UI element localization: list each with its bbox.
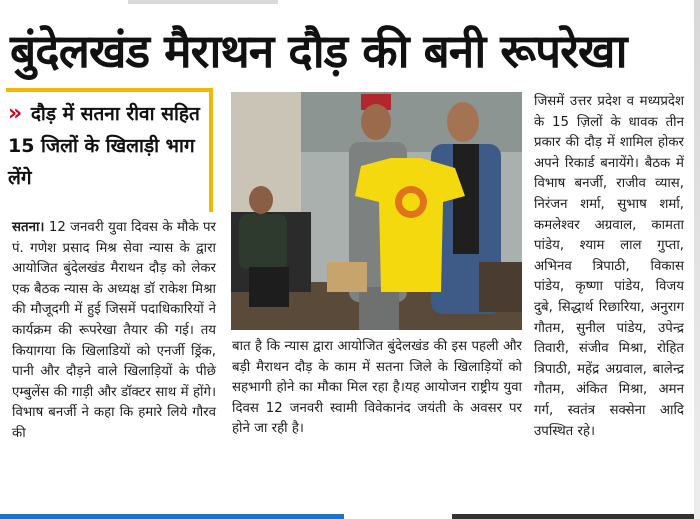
headline: बुंदेलखंड मैराथन दौड़ की बनी रूपरेखा [10, 24, 627, 78]
photo-illustration [231, 92, 522, 330]
article-column-left [12, 218, 216, 445]
subheadline-text: दौड़ में सतना रीवा सहित 15 जिलों के खिलाड़ी भाग लेंगे [8, 103, 200, 189]
subheadline [8, 98, 204, 194]
dateline: सतना। [12, 220, 45, 235]
top-strip [128, 0, 278, 4]
article-column-middle: बात है कि न्यास द्वारा आयोजित बुंदेलखंड की इस पहली और बड़ी मैराथन दौड़ के काम में सतना जिले के खिलाड़ियों को सहभागी होने का मौका मिल रहा है।यह आयोजन राष्ट्रीय युवा दिवस 12 जनवरी स्वामी विवेकानंद जयंती के अवसर पर होने जा रही है। [232, 339, 522, 437]
bottom-rule-dark [452, 514, 700, 519]
bottom-rule-blue [0, 514, 344, 519]
subheadline-marker: » [8, 101, 23, 126]
news-photo [231, 92, 522, 330]
article-text-left: 12 जनवरी युवा दिवस के मौके पर पं. गणेश प्रसाद मिश्र सेवा न्यास के द्वारा आयोजित बुंदेलखंड मैराथन दौड़ को लेकर एक बैठक न्यास के अध्यक्ष डॉ राकेश मिश्रा की मौजूदगी में हुई जिसमें पदाधिकारियों ने कार्यक्रम की रूपरेखा तैयार की गई। तय कियागया कि खिलाडियों को एनर्जी ड्रिंक, पानी और दौड़ने वाले खिलाड़ियों के पीछे एम्बुलेंस की गाड़ी और डॉक्टर साथ में होंगे। विभाष बनर्जी ने कहा कि हमारे लिये गौरव की [12, 220, 216, 441]
article-column-right: जिसमें उत्तर प्रदेश व मध्यप्रदेश के 15 ज़िलों के धावक तीन प्रकार की दौड़ में शामिल होकर अपने रिकार्ड बनायेंगे। बैठक में विभाष बनर्जी, राजीव व्यास, निरंजन शर्मा, सुभाष शर्मा, कमलेश्वर अग्रवाल, कामता पांडेय, श्याम लाल गुप्ता, अभिनव त्रिपाठी, विकास पांडेय, कृष्णा पांडेय, विजय दुबे, सिद्धार्थ रिछारिया, अनुराग गौतम, सुनील पांडेय, उपेन्द्र तिवारी, संजीव मिश्रा, रोहित त्रिपाठी, महेंद्र अग्रवाल, बालेन्द्र गौतम, अंकित मिश्रा, अमन गर्ग, स्वतंत्र सक्सेना आदि उपस्थित रहे। [534, 94, 684, 439]
page-edge-shadow [694, 0, 700, 519]
